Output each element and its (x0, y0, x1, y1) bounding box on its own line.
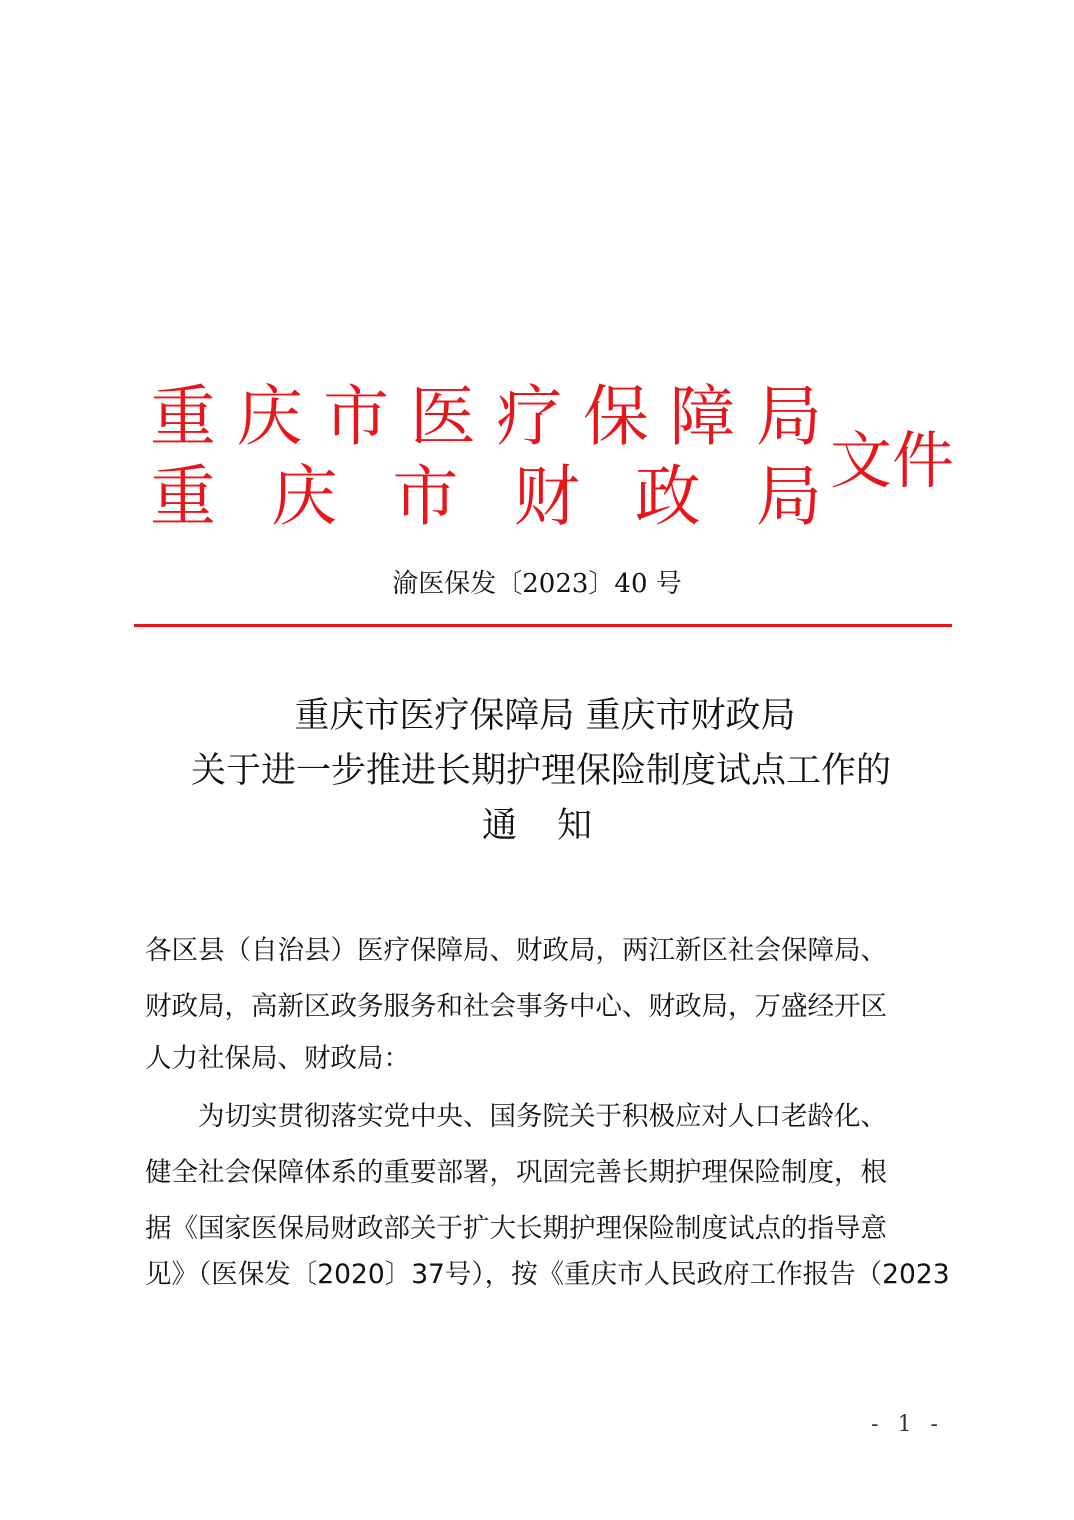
addressee-line: 人力社保局、财政局： (145, 1043, 410, 1074)
agency-name-medical-security (150, 378, 822, 455)
header-char: 财 (513, 458, 580, 535)
header-char: 重 (150, 458, 216, 535)
header-char: 医 (409, 378, 476, 455)
addressee-line: 财政局，高新区政务服务和社会事务中心、财政局，万盛经开区 (145, 991, 887, 1022)
paragraph-line: 据《国家医保局财政部关于扩大长期护理保险制度试点的指导意 (145, 1213, 887, 1244)
title-line-notice: 通知 (481, 806, 632, 846)
header-char: 障 (669, 378, 736, 455)
addressee-line: 各区县（自治县）医疗保障局、财政局，两江新区社会保障局、 (145, 935, 887, 966)
document-number: 渝医保发〔2023〕40 号 (392, 569, 682, 599)
paragraph-line: 为切实贯彻落实党中央、国务院关于积极应对人口老龄化、 (145, 1101, 887, 1132)
red-separator-rule (134, 624, 952, 627)
title-line-agencies: 重庆市医疗保障局 重庆市财政局 (294, 696, 796, 736)
header-char: 市 (392, 458, 459, 535)
header-char: 庆 (271, 458, 338, 535)
header-char: 疗 (496, 378, 563, 455)
header-char: 局 (755, 378, 822, 455)
header-char: 保 (582, 378, 649, 455)
header-char: 重 (150, 378, 216, 455)
page-number: - 1 - (871, 1412, 944, 1437)
header-char: 庆 (236, 378, 303, 455)
document-word: 文件 (830, 424, 955, 497)
header-char: 市 (323, 378, 390, 455)
header-char: 局 (755, 458, 822, 535)
agency-name-finance (150, 458, 822, 535)
paragraph-line: 健全社会保障体系的重要部署，巩固完善长期护理保险制度，根 (145, 1157, 887, 1188)
header-char: 政 (634, 458, 701, 535)
issuing-agencies-header (150, 378, 960, 538)
title-line-subject: 关于进一步推进长期护理保险制度试点工作的 (190, 751, 891, 791)
paragraph-line: 见》（医保发〔2020〕37号），按《重庆市人民政府工作报告（2023 (145, 1259, 950, 1290)
